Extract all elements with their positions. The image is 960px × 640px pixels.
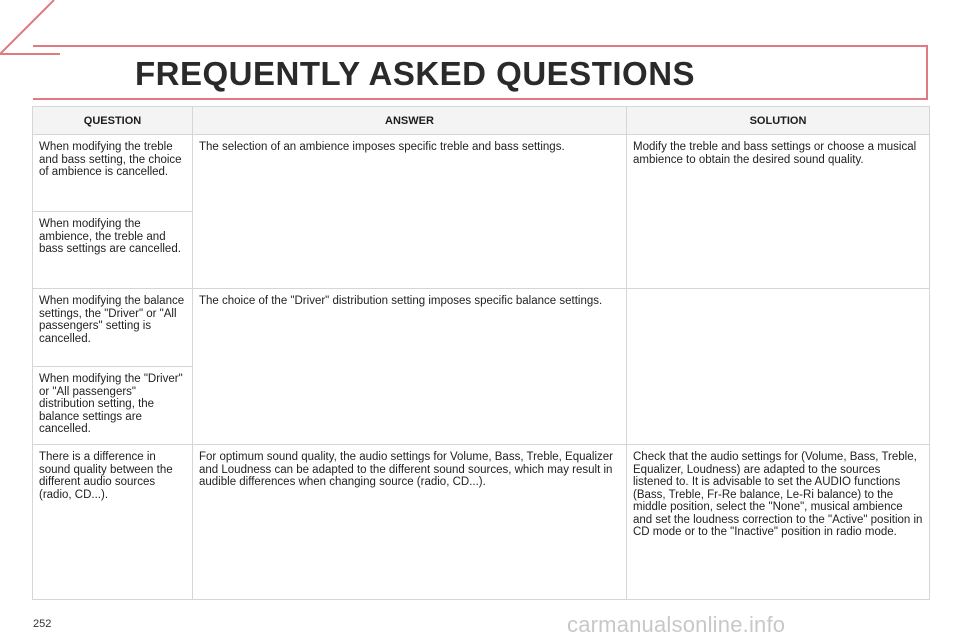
table-header-row <box>33 107 930 135</box>
question-cell: When modifying the ambience, the treble and bass settings are cancelled. <box>33 212 193 289</box>
solution-cell: Modify the treble and bass settings or choose a musical ambience to obtain the desired sound quality. <box>627 135 930 289</box>
question-cell: There is a difference in sound quality between the different audio sources (radio, CD...). <box>33 445 193 600</box>
answer-cell: The choice of the "Driver" distribution setting imposes specific balance settings. <box>193 289 627 445</box>
table-row <box>33 135 930 212</box>
table-row <box>33 289 930 367</box>
solution-cell: Check that the audio settings for (Volume, Bass, Treble, Equalizer, Loudness) are adapted to the sources listened to. It is advisable to set the AUDIO functions (Bass, Treble, Fr-Re balance, Le-Ri balance) to the middle position, select the "None", musical ambience and set the loudness correction to the "Active" position in CD mode or to the "Inactive" position in radio mode. <box>627 445 930 600</box>
answer-cell: For optimum sound quality, the audio settings for Volume, Bass, Treble, Equalizer and Loudness can be adapted to the different sound sources, which may result in audible differences when changing source (radio, CD...). <box>193 445 627 600</box>
page-number: 252 <box>33 618 52 630</box>
question-cell: When modifying the "Driver" or "All passengers" distribution setting, the balance settings are cancelled. <box>33 367 193 445</box>
question-cell: When modifying the balance settings, the "Driver" or "All passengers" setting is cancelled. <box>33 289 193 367</box>
column-header-question: QUESTION <box>33 107 193 135</box>
column-header-answer: ANSWER <box>193 107 627 135</box>
page-title: FREQUENTLY ASKED QUESTIONS <box>135 55 696 92</box>
question-cell: When modifying the treble and bass setting, the choice of ambience is cancelled. <box>33 135 193 212</box>
answer-cell: The selection of an ambience imposes specific treble and bass settings. <box>193 135 627 289</box>
column-header-solution: SOLUTION <box>627 107 930 135</box>
faq-table <box>32 106 930 600</box>
watermark-text: carmanualsonline.info <box>567 612 786 637</box>
table-row <box>33 445 930 600</box>
solution-cell <box>627 289 930 445</box>
